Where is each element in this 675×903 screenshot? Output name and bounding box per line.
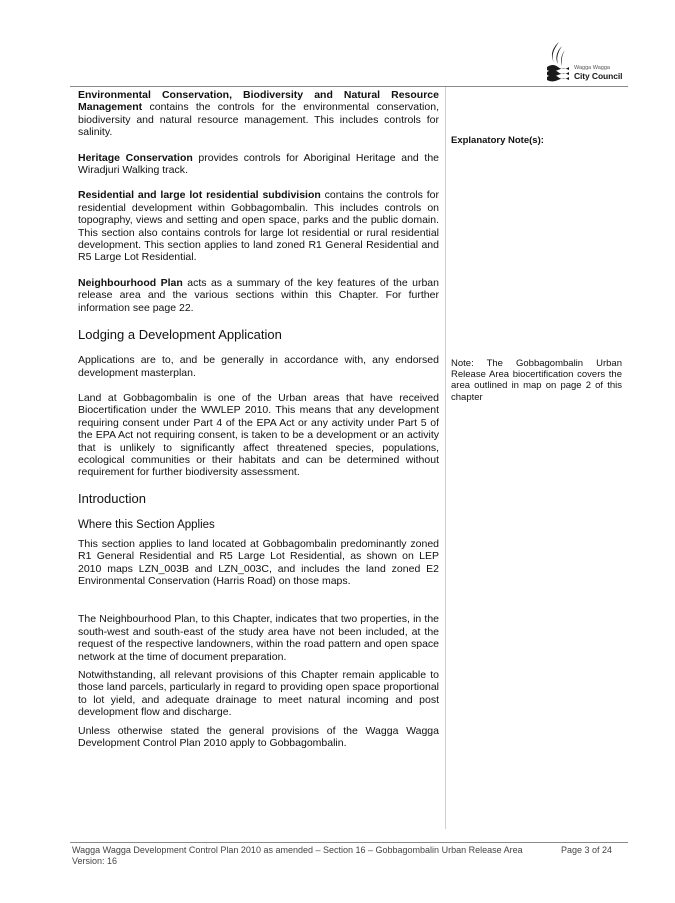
bold-term: Heritage Conservation bbox=[78, 151, 193, 164]
wagga-wagga-crest-icon bbox=[546, 40, 570, 82]
footer-title: Wagga Wagga Development Control Plan 2010 as amended – Section 16 – Gobbagombalin Urban Release Area bbox=[72, 845, 523, 855]
paragraph-environmental-conservation: Environmental Conservation, Biodiversity and Natural Resource Management contains the controls for the environmental conservation, biodiversity and natural resource management. This includes controls for salinity. bbox=[78, 89, 439, 139]
heading-lodging-application: Lodging a Development Application bbox=[78, 327, 282, 343]
bold-term: Environmental Conservation, Biodiversity and Natural Resource Management bbox=[78, 89, 439, 114]
logo-big-text: City Council bbox=[574, 71, 623, 81]
paragraph-lodging-2: Land at Gobbagombalin is one of the Urban areas that have received Biocertification under the WWLEP 2010. This means that any development requiring consent under Part 4 of the EPA Act or any activity under Part 5 of the EPA Act not requiring consent, is taken to be a development or an activity that is unlikely to significantly affect threatened species, populations, ecological communities or their habitats and can be determined without requirement for further biodiversity assessment. bbox=[78, 391, 439, 479]
bold-term: Residential and large lot residential subdivision bbox=[78, 189, 321, 202]
paragraph-neighbourhood-plan: Neighbourhood Plan acts as a summary of the key features of the urban release area and the various sections within this Chapter. For further information see page 22. bbox=[78, 276, 439, 314]
explanatory-notes-label: Explanatory Note(s): bbox=[451, 135, 544, 146]
column-divider bbox=[445, 87, 446, 829]
paragraph-heritage-conservation: Heritage Conservation provides controls for Aboriginal Heritage and the Wiradjuri Walking track. bbox=[78, 151, 439, 177]
logo-small-text: Wagga Wagga bbox=[574, 65, 610, 71]
paragraph-where-3: Notwithstanding, all relevant provisions of this Chapter remain applicable to those land parcels, particularly in regard to providing open space proportional to lot yield, and adequate drainage to meet natural incoming and post development flow and discharge. bbox=[78, 669, 439, 719]
paragraph-where-2: The Neighbourhood Plan, to this Chapter, indicates that two properties, in the south-west and south-east of the study area have not been included, at the request of the respective landowners, within the road pattern and open space network at the time of document preparation. bbox=[78, 613, 439, 663]
page-number: Page 3 of 24 bbox=[560, 845, 612, 855]
biocertification-note: Note: The Gobbagombalin Urban Release Area biocertification covers the area outlined in map on page 2 of this chapter bbox=[451, 358, 622, 403]
bold-term: Neighbourhood Plan bbox=[78, 276, 183, 289]
council-logo bbox=[546, 40, 630, 82]
paragraph-where-4: Unless otherwise stated the general provisions of the Wagga Wagga Development Control Plan 2010 apply to Gobbagombalin. bbox=[78, 724, 439, 750]
paragraph-where-1: This section applies to land located at Gobbagombalin predominantly zoned R1 General Residential and R5 Large Lot Residential, as shown on LEP 2010 maps LZN_003B and LZN_003C, and includes the land zoned E2 Environmental Conservation (Harris Road) on those maps. bbox=[78, 537, 439, 587]
footer-rule bbox=[70, 842, 628, 843]
footer bbox=[72, 845, 612, 867]
paragraph-residential-subdivision: Residential and large lot residential subdivision contains the controls for residential development within Gobbagombalin. This includes controls on topography, views and setting and open space, parks and the public domain. This section also contains controls for large lot residential or rural residential development. This section applies to land zoned R1 General Residential and R5 Large Lot Residential. bbox=[78, 189, 439, 264]
footer-version: Version: 16 bbox=[72, 856, 118, 866]
heading-where-section-applies: Where this Section Applies bbox=[78, 518, 215, 531]
paragraph-lodging-1: Applications are to, and be generally in accordance with, any endorsed development masterplan. bbox=[78, 354, 439, 379]
main-column bbox=[78, 87, 439, 749]
heading-introduction: Introduction bbox=[78, 490, 146, 506]
